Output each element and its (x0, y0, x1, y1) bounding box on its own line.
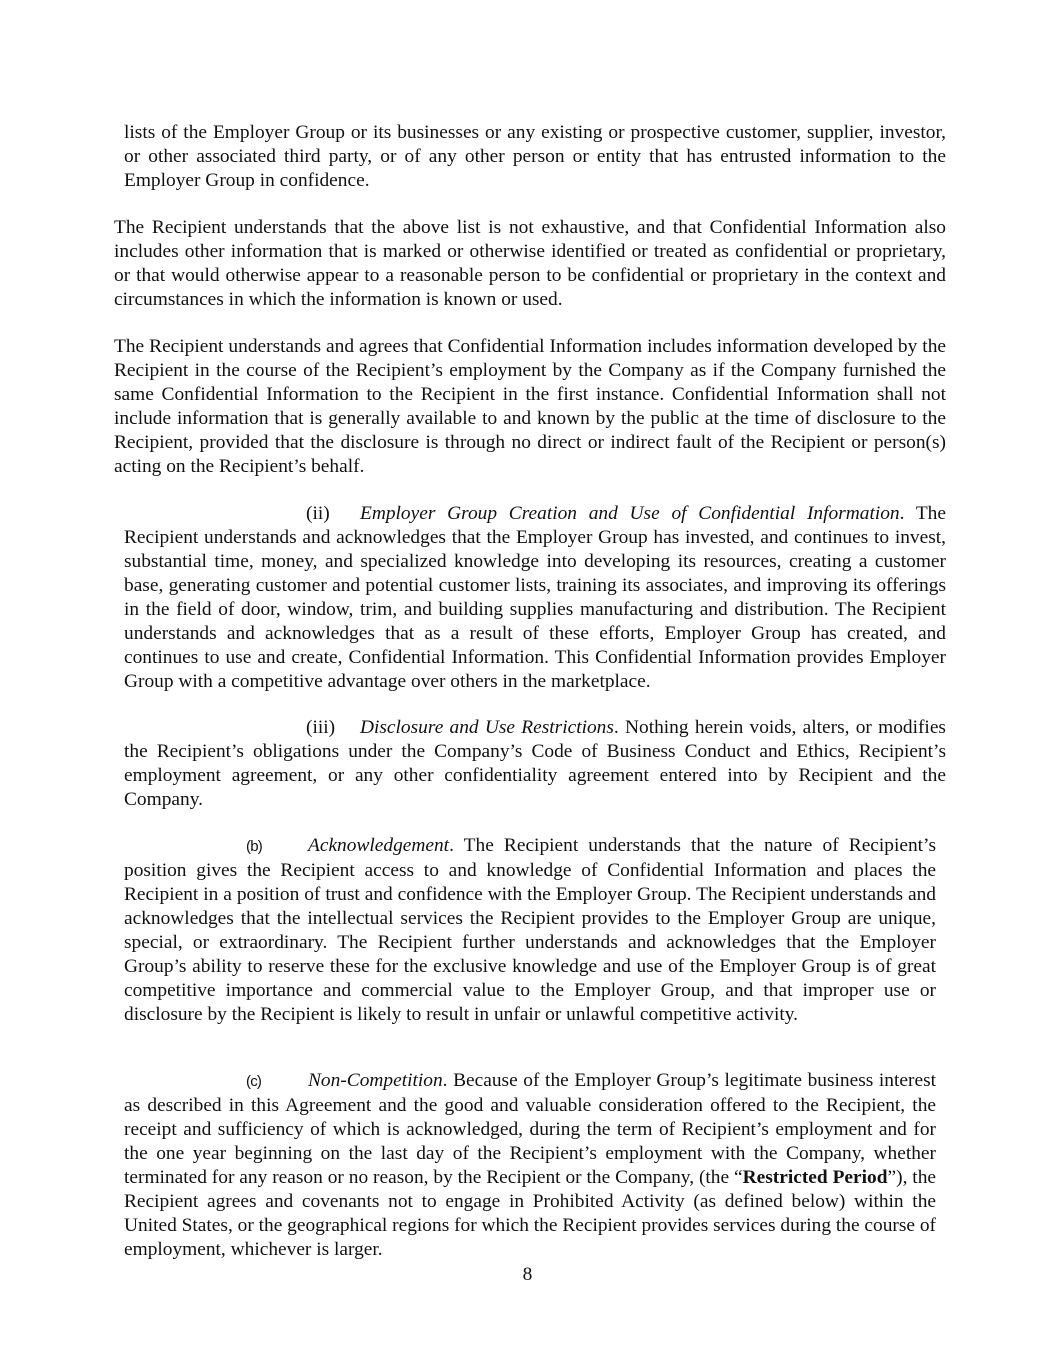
section-c (124, 1069, 936, 1262)
section-c-body-after: ”), the Recipient agrees and covenants not to engage in Prohibited Activity (as defined below) within the United States, or the geographical regions for which the Recipient provides services during the course of employment, whichever is larger. (124, 1167, 937, 1260)
section-b (124, 834, 936, 1027)
section-iii-body: . Nothing herein voids, alters, or modifies the Recipient’s obligations under the Company’s Code of Business Conduct and Ethics, Recipient’s employment agreement, or any other confidentiality agreement entered into by Recipient and the Company. (124, 717, 946, 810)
section-b-heading: Acknowledgement (308, 835, 450, 856)
section-ii-number: (ii) (306, 503, 330, 524)
section-c-heading: Non-Competition (308, 1070, 443, 1091)
defined-term-restricted-period: Restricted Period (742, 1167, 888, 1188)
section-ii-heading: Employer Group Creation and Use of Confidential Information (360, 503, 900, 524)
section-iii-heading: Disclosure and Use Restrictions (360, 717, 614, 738)
section-c-body-before: . Because of the Employer Group’s legitimate business interest as described in this Agreement and the good and valuable consideration offered to the Recipient, the receipt and sufficiency of which is acknowledged, during the term of Recipient’s employment and for the one year beginning on the last day of the Recipient’s employment with the Company, whether terminated for any reason or no reason, by the Recipient or the Company, (the “ (124, 1070, 936, 1188)
section-c-number: (c) (246, 1073, 262, 1090)
paragraph-not-exhaustive: The Recipient understands that the above list is not exhaustive, and that Confidential Information also includes other information that is marked or otherwise identified or treated as confidential or proprietary, or that would otherwise appear to a reasonable person to be confidential or proprietary in the context and circumstances in which the information is known or used. (114, 217, 946, 310)
page-number: 8 (522, 1264, 533, 1285)
paragraph-continuation: lists of the Employer Group or its businesses or any existing or prospective customer, supplier, investor, or other associated third party, or of any other person or entity that has entrusted information to the Employer Group in confidence. (124, 122, 946, 191)
section-ii-body: . The Recipient understands and acknowledges that the Employer Group has invested, and continues to invest, substantial time, money, and specialized knowledge into developing its resources, creating a customer base, generating customer and potential customer lists, training its associates, and improving its offerings in the field of door, window, trim, and building supplies manufacturing and distribution. The Recipient understands and acknowledges that as a result of these efforts, Employer Group has created, and continues to use and create, Confidential Information. This Confidential Information provides Employer Group with a competitive advantage over others in the marketplace. (124, 503, 946, 692)
section-iii (124, 716, 946, 812)
section-ii (124, 502, 946, 694)
paragraph-developed-information: The Recipient understands and agrees that Confidential Information includes information developed by the Recipient in the course of the Recipient’s employment by the Company as if the Company furnished the same Confidential Information to the Recipient in the first instance. Confidential Information shall not include information that is generally available to and known by the public at the time of disclosure to the Recipient, provided that the disclosure is through no direct or indirect fault of the Recipient or person(s) acting on the Recipient’s behalf. (114, 336, 946, 477)
section-b-number: (b) (246, 838, 262, 855)
section-iii-number: (iii) (306, 717, 336, 738)
section-b-body: . The Recipient understands that the nature of Recipient’s position gives the Recipient access to and knowledge of Confidential Information and places the Recipient in a position of trust and confidence with the Employer Group. The Recipient understands and acknowledges that the intellectual services the Recipient provides to the Employer Group are unique, special, or extraordinary. The Recipient further understands and acknowledges that the Employer Group’s ability to reserve these for the exclusive knowledge and use of the Employer Group is of great competitive importance and commercial value to the Employer Group, and that improper use or disclosure by the Recipient is likely to result in unfair or unlawful competitive activity. (124, 835, 936, 1025)
